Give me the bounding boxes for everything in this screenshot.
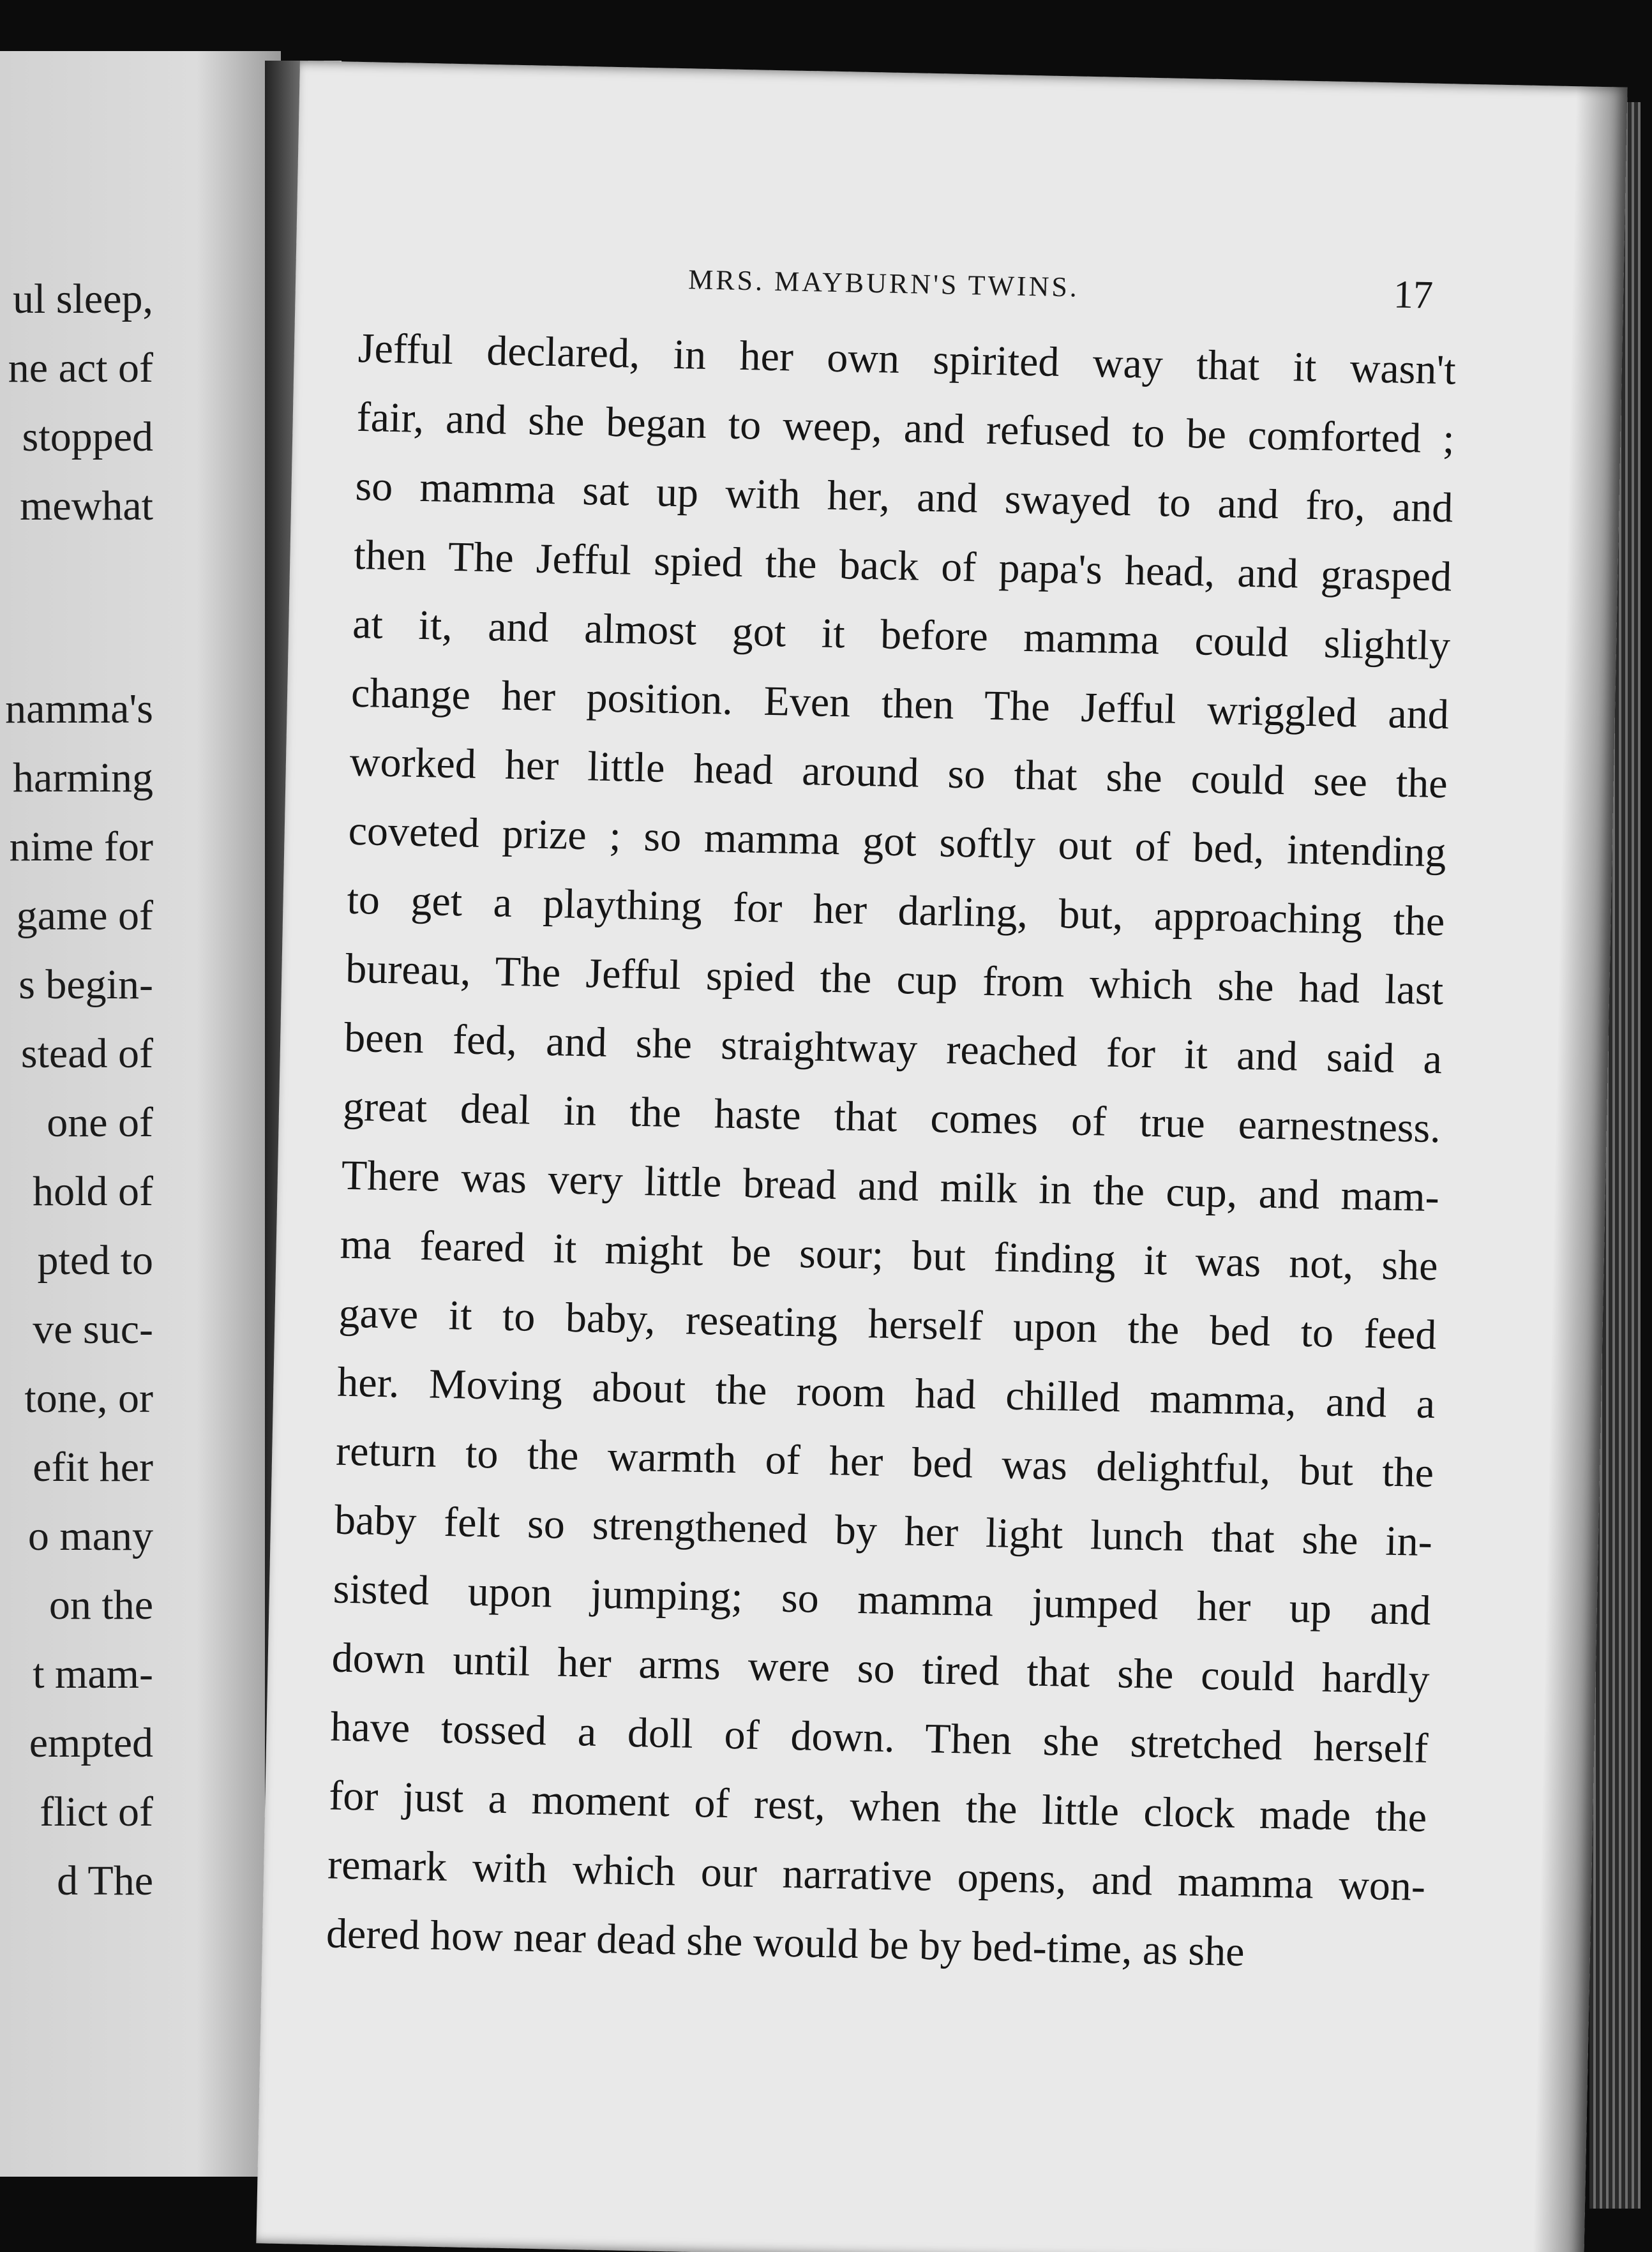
running-head: MRS. MAYBURN'S TWINS. — [687, 264, 1080, 303]
text-line: then The Jefful spied the back of papa's head, and grasped — [353, 531, 1452, 601]
right-page — [256, 61, 1627, 2252]
left-page — [0, 51, 281, 2177]
left-page-line: game of — [16, 892, 153, 939]
text-line: There was very little bread and milk in the cup, and mam- — [341, 1152, 1440, 1221]
left-page-line: pted to — [37, 1237, 153, 1284]
left-page-line: efit her — [33, 1444, 153, 1490]
text-line: remark with which our narrative opens, and mamma won- — [327, 1841, 1426, 1910]
left-page-line: stopped — [22, 414, 153, 460]
left-page-line: stead of — [20, 1030, 153, 1077]
left-page-line: one of — [47, 1099, 153, 1146]
text-line: great deal in the haste that comes of true earnestness. — [342, 1083, 1441, 1152]
left-page-line: harming — [13, 754, 153, 801]
text-line: dered how near dead she would be by bed-time, as she — [326, 1910, 1245, 1976]
text-line: worked her little head around so that she could see the — [349, 738, 1448, 807]
left-page-line: flict of — [40, 1789, 153, 1835]
body-text — [326, 314, 1457, 1990]
text-line: at it, and almost got it before mamma could slightly — [352, 600, 1451, 670]
left-page-line: tone, or — [24, 1375, 153, 1422]
left-page-line: empted — [29, 1720, 153, 1766]
text-line: fair, and she began to weep, and refused to be comforted ; — [356, 393, 1455, 463]
text-line: Jefful declared, in her own spirited way that it wasn't — [357, 324, 1457, 394]
text-line: coveted prize ; so mamma got softly out of bed, intending — [348, 807, 1447, 876]
left-page-line: ne act of — [8, 345, 153, 391]
text-line: have tossed a doll of down. Then she stretched herself — [329, 1703, 1429, 1772]
left-page-line: ve suc- — [33, 1306, 153, 1353]
text-line: ma feared it might be sour; but finding it was not, she — [340, 1220, 1439, 1290]
left-page-line: mewhat — [20, 483, 153, 529]
left-page-line: ul sleep, — [13, 276, 153, 322]
text-line: for just a moment of rest, when the little clock made the — [328, 1772, 1427, 1841]
text-line: gave it to baby, reseating herself upon the bed to feed — [338, 1289, 1438, 1359]
text-line: baby felt so strengthened by her light lunch that she in- — [334, 1496, 1433, 1566]
text-line: return to the warmth of her bed was delightful, but the — [335, 1427, 1434, 1497]
left-page-line: namma's — [5, 686, 153, 732]
text-line: change her position. Even then The Jefful wriggled and — [350, 669, 1450, 739]
left-page-line: s begin- — [19, 961, 153, 1008]
left-page-line: nime for — [9, 823, 153, 870]
left-page-line: hold of — [33, 1168, 153, 1215]
page-number: 17 — [1393, 273, 1434, 317]
text-line: her. Moving about the room had chilled mamma, and a — [336, 1358, 1436, 1428]
left-page-line: d The — [57, 1858, 153, 1904]
text-line: so mamma sat up with her, and swayed to and fro, and — [354, 462, 1454, 532]
text-line: down until her arms were so tired that she could hardly — [331, 1634, 1430, 1704]
text-line: to get a plaything for her darling, but, approaching the — [346, 876, 1446, 945]
left-page-line: t mam- — [33, 1651, 153, 1697]
left-page-line: on the — [49, 1582, 153, 1628]
left-page-line: o many — [27, 1513, 153, 1559]
text-line: bureau, The Jefful spied the cup from which she had last — [345, 945, 1444, 1014]
text-line: sisted upon jumping; so mamma jumped her up and — [333, 1565, 1432, 1635]
text-line: been fed, and she straightway reached for it and said a — [343, 1014, 1443, 1083]
